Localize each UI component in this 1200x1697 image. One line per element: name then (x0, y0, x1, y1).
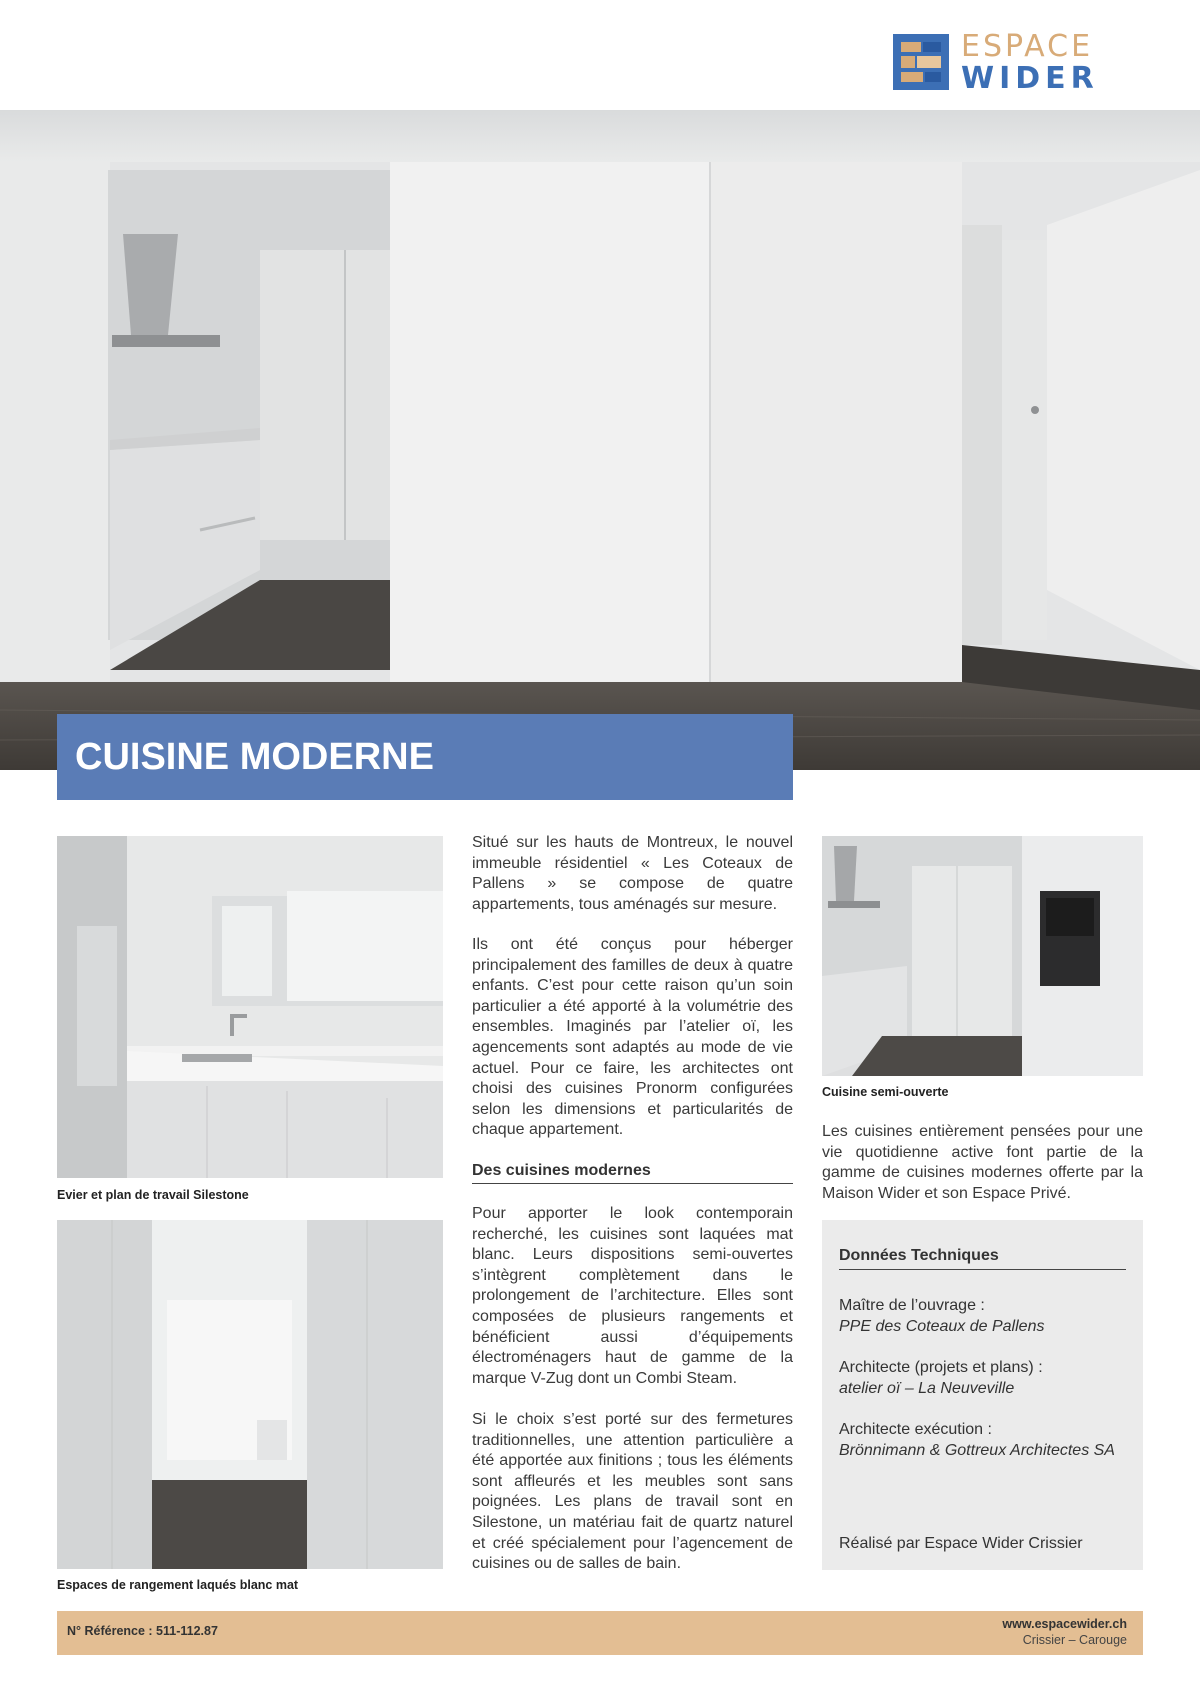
tech-exec-label: Architecte exécution : (839, 1421, 992, 1438)
article-paragraph: Si le choix s’est porté sur des fermetures traditionnelles, une attention particulière a été apportée aux finitions ; tous les éléments sont affleurés et les meubles sont sans poignées. Les plans de travail sont en Silestone, un matériau fait de quartz naturel et créé spécialement pour l’agencement de cuisines ou de salles de bain. (472, 1411, 793, 1573)
photo-caption: Cuisine semi-ouverte (822, 1085, 949, 1099)
brand-line-2: WIDER (961, 61, 1099, 96)
article-paragraph: Les cuisines entièrement pensées pour une vie quotidienne active font partie de la gamme de cuisines modernes offerte par la Maison Wider et son Espace Privé. (822, 1123, 1143, 1202)
website-link[interactable]: www.espacewider.ch (1002, 1617, 1127, 1631)
article-paragraph: Pour apporter le look contemporain recherché, les cuisines sont laquées mat blanc. Leurs dispositions semi-ouvertes s’intègrent complètement dans le prolongement de l’architecture. Elles sont composées de plusieurs rangements et bénéficient aussi d’équipements électroménagers haut de gamme de la marque V-Zug dont un Combi Steam. (472, 1205, 793, 1387)
locations: Crissier – Carouge (1022, 1633, 1127, 1647)
brand-line-1: ESPACE (961, 29, 1094, 64)
article-paragraph: Ils ont été conçus pour héberger principalement des familles de deux à quatre enfants. C’est pour cette raison qu’un soin particulier a été apporté à la volumétrie des ensembles. Imaginés par l’atelier oï, les agencements sont adaptés au mode de vie actuel. Pour ce faire, les architectes ont choisi des cuisines Pronorm configurées selon les dimensions et particularités de chaque appartement. (472, 936, 793, 1139)
tech-realised: Réalisé par Espace Wider Crissier (839, 1535, 1083, 1552)
tech-owner-value: PPE des Coteaux de Pallens (839, 1318, 1045, 1335)
brand-logo (893, 29, 1145, 96)
photo-caption: Evier et plan de travail Silestone (57, 1188, 249, 1202)
tech-exec-value: Brönnimann & Gottreux Architectes SA (839, 1442, 1115, 1459)
tech-architect-value: atelier oï – La Neuveville (839, 1380, 1015, 1397)
hero-kitchen-photo (0, 110, 1200, 770)
footer-band (57, 1611, 1143, 1655)
tech-owner-label: Maître de l’ouvrage : (839, 1297, 985, 1314)
section-heading: Des cuisines modernes (472, 1161, 793, 1184)
title-band (57, 714, 793, 800)
photo-storage (57, 1220, 443, 1569)
technical-data-box (822, 1220, 1143, 1570)
photo-caption: Espaces de rangement laqués blanc mat (57, 1578, 299, 1592)
photo-sink-worktop (57, 836, 443, 1178)
article-paragraph: Situé sur les hauts de Montreux, le nouvel immeuble résidentiel « Les Coteaux de Pallens » se compose de quatre appartements, tous aménagés sur mesure. (472, 834, 793, 913)
page-title: CUISINE MODERNE (75, 736, 434, 778)
photo-semi-open-kitchen (822, 836, 1143, 1076)
tech-title: Données Techniques (839, 1246, 1126, 1270)
logo-mark-icon (893, 34, 949, 90)
reference-number: N° Référence : 511-112.87 (67, 1624, 218, 1638)
tech-architect-label: Architecte (projets et plans) : (839, 1359, 1043, 1376)
